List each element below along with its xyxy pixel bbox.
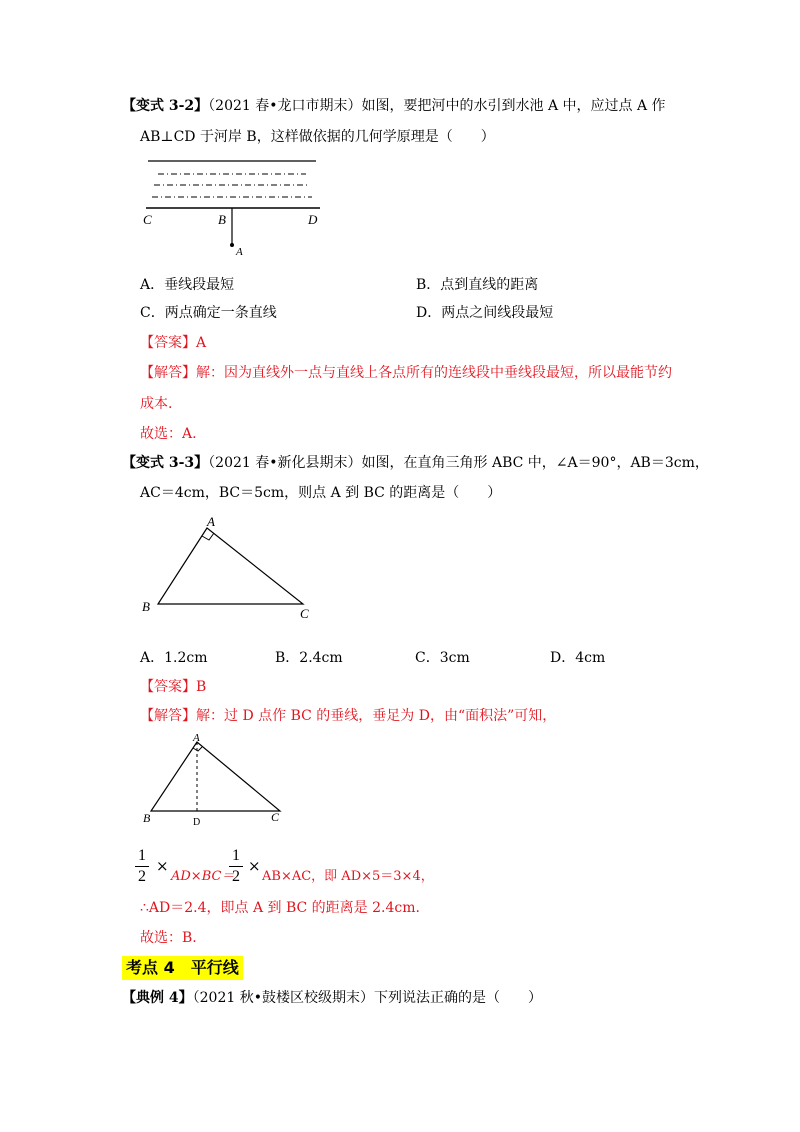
fraction-half-1-num: 1 (138, 847, 146, 864)
q33-analysis-label: 【解答】 (140, 708, 196, 724)
q32-label-d: D (308, 212, 318, 227)
q32-stem1: 如图，要把河中的水引到水池 A 中，应过点 A 作 (361, 98, 666, 114)
q32-source: （2021 春•龙口市期末） (208, 98, 362, 114)
q32-label-a: A (236, 246, 243, 258)
fraction-half-1-den: 2 (138, 868, 146, 885)
ex4-stem: 下列说法正确的是（ ） (373, 990, 542, 1006)
q32-option-c: C．两点确定一条直线 (140, 305, 277, 321)
q32-analysis2: 成本. (140, 396, 173, 412)
point-a (230, 243, 234, 247)
q32-answer: 【答案】A (140, 335, 207, 351)
triangle-abc-2 (151, 742, 280, 811)
q33-fig2-label-c: C (271, 810, 280, 824)
q33-label-a: A (207, 514, 215, 529)
ex4-label: 【典例 4】 (122, 990, 193, 1006)
q32-analysis-line1 (140, 363, 672, 383)
q33-fig2-label-a: A (193, 732, 200, 744)
ex4-source: （2021 秋•鼓楼区校级期末） (192, 990, 374, 1006)
q33-label: 【变式 3-3】 (122, 455, 209, 471)
q33-choose: 故选：B. (140, 930, 197, 946)
q33-conclusion: ∴AD＝2.4，即点 A 到 BC 的距离是 2.4cm. (140, 900, 420, 916)
q33-fig2-label-d: D (193, 817, 201, 828)
equation-part1: AD×BC＝ (171, 869, 235, 884)
fraction-half-2-den: 2 (232, 868, 240, 885)
q32-option-b: B．点到直线的距离 (416, 277, 539, 293)
q33-option-c: C．3cm (415, 650, 470, 666)
times-sign-1: × (156, 857, 169, 875)
q32-label-c: C (143, 212, 152, 227)
triangle-abc (158, 528, 303, 604)
section-title: 考点 4 平行线 (122, 956, 243, 980)
q33-analysis-line1 (140, 706, 556, 726)
ex4-stem-line (122, 988, 542, 1008)
q32-choose: 故选：A. (140, 426, 197, 442)
q33-analysis1: 解：过 D 点作 BC 的垂线，垂足为 D，由“面积法”可知， (196, 708, 557, 724)
q33-option-d: D．4cm (550, 650, 606, 666)
q32-stem-line1 (122, 96, 666, 116)
q32-analysis1: 解：因为直线外一点与直线上各点所有的连线段中垂线段最短，所以最能节约 (196, 365, 672, 381)
q32-label-b: B (218, 212, 226, 227)
q33-fig2-label-b: B (143, 811, 151, 825)
times-sign-2: × (248, 857, 261, 875)
q33-stem1: 如图，在直角三角形 ABC 中，∠A＝90°，AB＝3cm， (361, 455, 709, 471)
q33-source: （2021 春•新化县期末） (208, 455, 362, 471)
fraction-half-2-num: 1 (232, 847, 240, 864)
q32-option-d: D．两点之间线段最短 (416, 305, 554, 321)
q33-answer: 【答案】B (140, 679, 207, 695)
q32-label: 【变式 3-2】 (122, 98, 209, 114)
q32-option-a: A．垂线段最短 (140, 277, 235, 293)
fraction-half-1 (135, 847, 149, 886)
q33-label-b: B (142, 599, 150, 614)
q33-option-a: A．1.2cm (140, 650, 208, 666)
q33-option-b: B．2.4cm (275, 650, 343, 666)
q33-triangle-figure (150, 515, 320, 615)
q33-stem-line1 (122, 453, 709, 473)
equation-part2: AB×AC，即 AD×5＝3×4， (262, 869, 434, 884)
q32-analysis-label: 【解答】 (140, 365, 196, 381)
q33-stem2: AC＝4cm，BC＝5cm，则点 A 到 BC 的距离是（ ） (140, 485, 502, 501)
fraction-half-2 (229, 847, 243, 886)
q32-stem2: AB⊥CD 于河岸 B，这样做依据的几何学原理是（ ） (140, 129, 495, 145)
q33-label-c: C (300, 606, 309, 621)
